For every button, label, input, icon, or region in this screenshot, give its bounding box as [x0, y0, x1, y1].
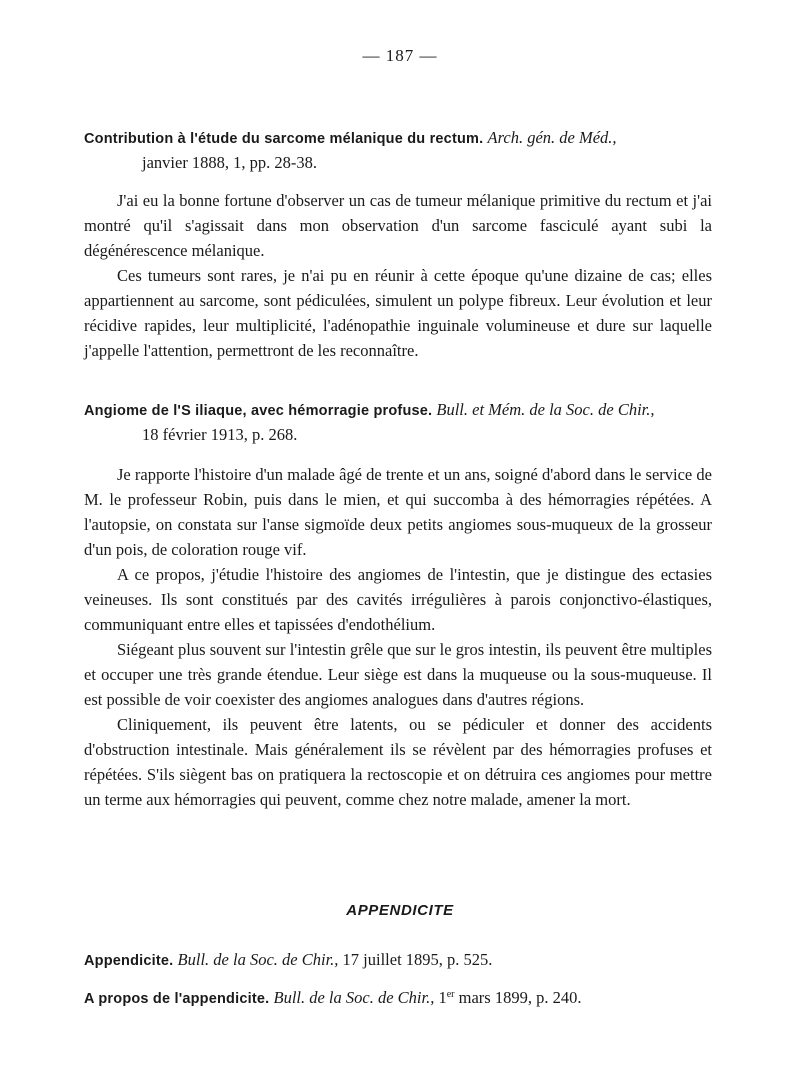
entry-sarcome [84, 126, 712, 363]
paragraph: Cliniquement, ils peuvent être latents, ou se pédiculer et donner des accidents d'obstruction intestinale. Mais généralement ils se révèlent par des hémorragies profuses et répétées. S'ils siègent bas on pratiquera la rectoscopie et on détruira ces angiomes pour mettre un terme aux hémorragies qui peuvent, comme chez notre malade, amener la mort. [84, 715, 712, 809]
reference-line [84, 398, 712, 423]
reference-title: Angiome de l'S iliaque, avec hémorragie profuse. [84, 403, 433, 419]
reference-date: mars 1899, p. 240. [458, 988, 582, 1007]
reference-title: Contribution à l'étude du sarcome mélanique du rectum. [84, 131, 484, 147]
paragraph: Siégeant plus souvent sur l'intestin grêle que sur le gros intestin, ils peuvent être multiples et occuper une très grande étendue. Leur siège est dans la muqueuse ou la sous-muqueuse. Il est possible de voir coexister des angiomes analogues dans d'autres régions. [84, 640, 712, 709]
reference-date: 17 juillet 1895, p. 525. [342, 950, 493, 969]
reference-date-day: 1 [438, 988, 447, 1007]
reference-source: Bull. de la Soc. de Chir., [273, 988, 435, 1007]
reference-date-ordinal: er [446, 989, 455, 1000]
entry-angiome [84, 398, 712, 812]
reference-title: A propos de l'appendicite. [84, 991, 270, 1007]
section-heading: APPENDICITE [346, 902, 454, 919]
reference-source: Arch. gén. de Méd., [487, 128, 617, 147]
paragraph: J'ai eu la bonne fortune d'observer un cas de tumeur mélanique primitive du rectum et j'ai montré qu'il s'agissait dans mon observation d'un sarcome fasciculé ayant subi la dégénérescence mélanique. [84, 191, 712, 260]
reference-line [84, 986, 712, 1011]
appendicite-reference [84, 948, 712, 973]
paragraph: A ce propos, j'étudie l'histoire des angiomes de l'intestin, que je distingue des ectasies veineuses. Ils sont constitués par des cavités irrégulières à parois conjonctivo-élastiques, communiquant entre elles et tapissées d'endothélium. [84, 565, 712, 634]
reference-continuation: janvier 1888, 1, pp. 28-38. [142, 153, 318, 172]
page-number: — 187 — [362, 46, 438, 65]
reference-continuation: 18 février 1913, p. 268. [142, 425, 298, 444]
reference-source: Bull. de la Soc. de Chir., [177, 950, 339, 969]
appendicite-reference [84, 986, 712, 1011]
reference-source: Bull. et Mém. de la Soc. de Chir., [436, 400, 655, 419]
reference-line [84, 948, 712, 973]
paragraph: Je rapporte l'histoire d'un malade âgé de trente et un ans, soigné d'abord dans le service de M. le professeur Robin, puis dans le mien, et qui succomba à des hémorragies répétées. A l'autopsie, on constata sur l'anse sigmoïde deux petits angiomes sous-muqueux de la grosseur d'un pois, de coloration rouge vif. [84, 465, 712, 559]
reference-title: Appendicite. [84, 953, 174, 969]
paragraph: Ces tumeurs sont rares, je n'ai pu en réunir à cette époque qu'une dizaine de cas; elles appartiennent au sarcome, sont pédiculées, simulent un polype fibreux. Leur évolution et leur récidive rapides, leur multiplicité, l'adénopathie inguinale volumineuse et dure sur laquelle j'appelle l'attention, permettront de les reconnaître. [84, 266, 712, 360]
reference-line [84, 126, 712, 151]
